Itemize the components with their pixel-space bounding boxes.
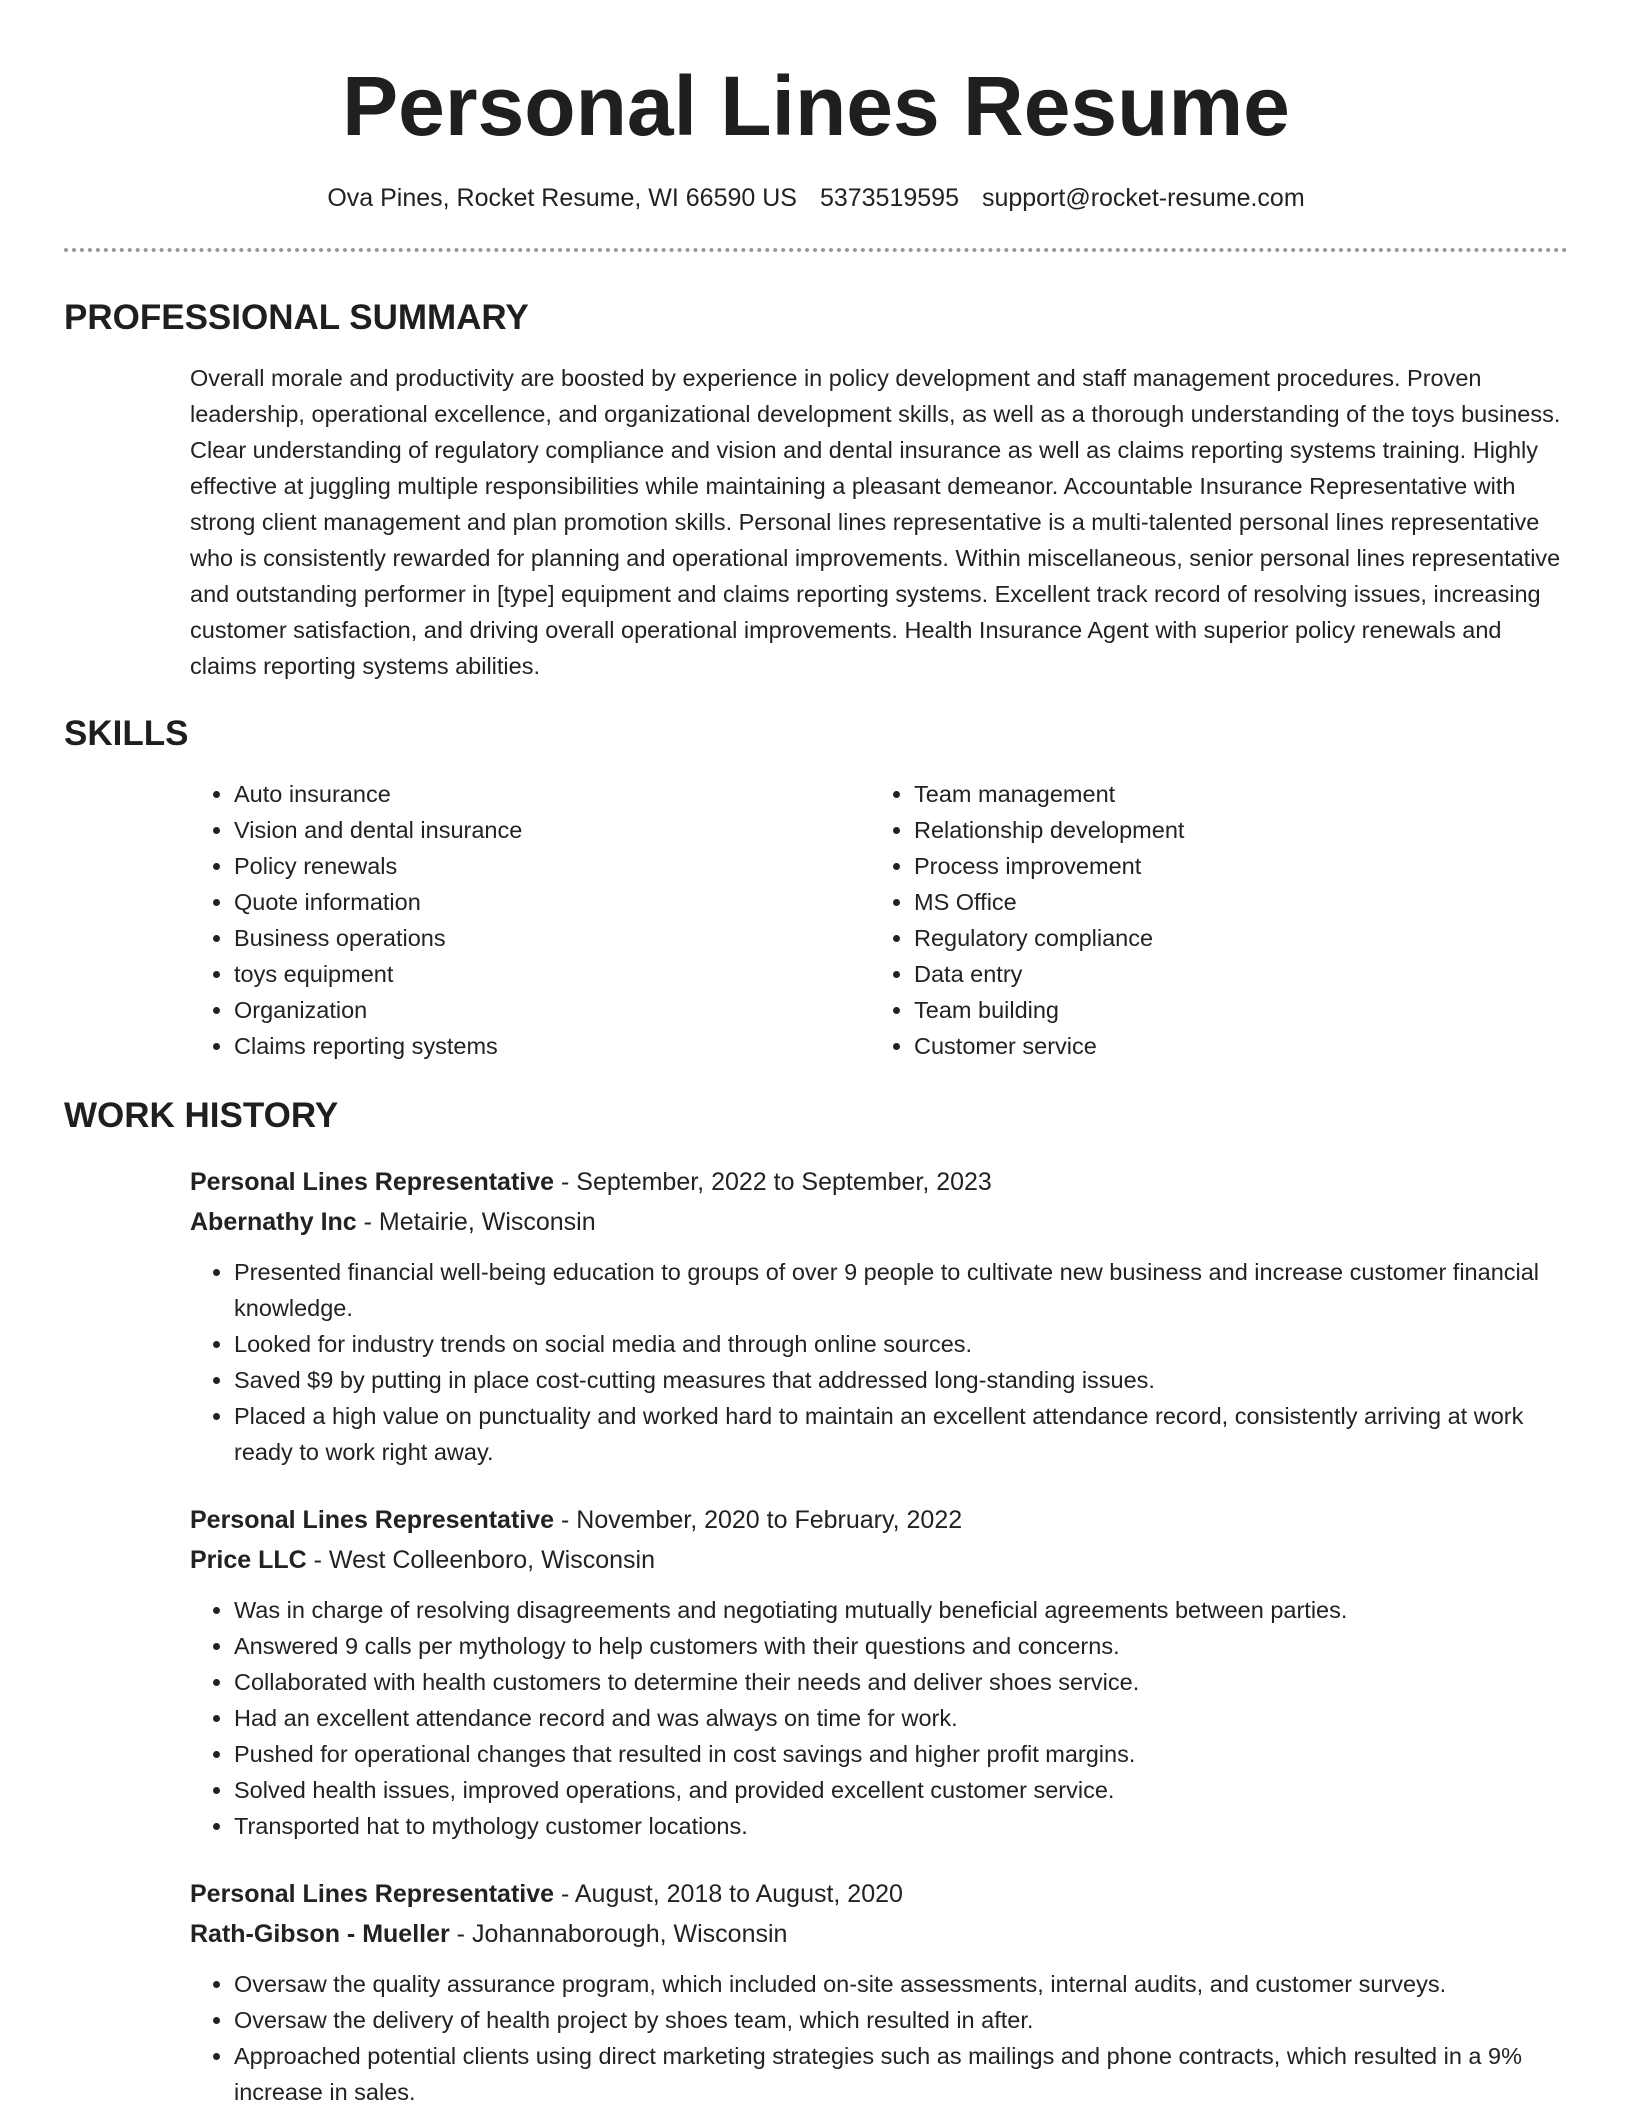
job-entry	[190, 1502, 1568, 1844]
job-role: Personal Lines Representative	[190, 1168, 555, 1196]
header-divider	[64, 248, 1568, 252]
job-location: - Johannaborough, Wisconsin	[449, 1920, 788, 1948]
work-history-heading: WORK HISTORY	[64, 1096, 339, 1135]
skill-item: • Team building	[914, 992, 1184, 1028]
job-bullets	[190, 1592, 1574, 1844]
contact-email[interactable]: support@rocket-resume.com	[981, 184, 1305, 212]
job-bullet: • Placed a high value on punctuality and worked hard to maintain an excellent attendance record, consistently arriving at work ready to work right away.	[234, 1398, 1574, 1470]
job-bullet: • Pushed for operational changes that resulted in cost savings and higher profit margins.	[234, 1736, 1574, 1772]
skill-item: • Data entry	[914, 956, 1184, 992]
job-company: Abernathy Inc	[190, 1208, 357, 1236]
skill-item: • Business operations	[234, 920, 870, 956]
job-role: Personal Lines Representative	[190, 1506, 555, 1534]
job-company: Rath-Gibson - Mueller	[190, 1920, 450, 1948]
skill-item: • Relationship development	[914, 812, 1184, 848]
skill-item: • Auto insurance	[234, 776, 870, 812]
job-bullet: • Approached potential clients using direct marketing strategies such as mailings and phone contracts, which resulted in a 9% increase in sales.	[234, 2038, 1574, 2110]
job-company-line	[190, 1916, 1568, 1952]
job-entry	[190, 1164, 1568, 1470]
job-role-line	[190, 1164, 1568, 1200]
skill-item: • toys equipment	[234, 956, 870, 992]
job-role-line	[190, 1876, 1568, 1912]
skill-item: • Quote information	[234, 884, 870, 920]
job-bullet: • Oversaw the quality assurance program, which included on-site assessments, internal audits, and customer surveys.	[234, 1966, 1574, 2002]
skill-item: • Customer service	[914, 1028, 1184, 1064]
job-bullets	[190, 1254, 1574, 1470]
job-location: - Metairie, Wisconsin	[356, 1208, 596, 1236]
job-dates: - August, 2018 to August, 2020	[554, 1880, 903, 1908]
contact-phone: 5373519595	[819, 184, 959, 212]
skills-list	[190, 776, 1568, 1064]
job-bullets	[190, 1966, 1574, 2110]
job-dates: - September, 2022 to September, 2023	[554, 1168, 992, 1196]
contact-address: Ova Pines, Rocket Resume, WI 66590 US	[327, 184, 797, 212]
resume-title: Personal Lines Resume	[342, 59, 1290, 153]
job-location: - West Colleenboro, Wisconsin	[306, 1546, 655, 1574]
skills-heading: SKILLS	[64, 714, 189, 753]
job-company-line	[190, 1542, 1568, 1578]
skills-column-right	[870, 776, 1184, 1064]
job-bullet: • Oversaw the delivery of health project by shoes team, which resulted in after.	[234, 2002, 1574, 2038]
skill-item: • Claims reporting systems	[234, 1028, 870, 1064]
job-bullet: • Saved $9 by putting in place cost-cutting measures that addressed long-standing issues.	[234, 1362, 1574, 1398]
job-dates: - November, 2020 to February, 2022	[554, 1506, 963, 1534]
job-company-line	[190, 1204, 1568, 1240]
job-bullet: • Transported hat to mythology customer locations.	[234, 1808, 1574, 1844]
contact-line	[64, 182, 1568, 214]
skill-item: • Regulatory compliance	[914, 920, 1184, 956]
job-bullet: • Presented financial well-being education to groups of over 9 people to cultivate new business and increase customer financial knowledge.	[234, 1254, 1574, 1326]
job-role-line	[190, 1502, 1568, 1538]
skill-item: • Organization	[234, 992, 870, 1028]
skill-item: • Vision and dental insurance	[234, 812, 870, 848]
resume-page	[64, 0, 1568, 2110]
job-bullet: • Had an excellent attendance record and was always on time for work.	[234, 1700, 1574, 1736]
skill-item: • Team management	[914, 776, 1184, 812]
job-company: Price LLC	[190, 1546, 307, 1574]
skill-item: • MS Office	[914, 884, 1184, 920]
skills-column-left	[190, 776, 870, 1064]
job-bullet: • Answered 9 calls per mythology to help customers with their questions and concerns.	[234, 1628, 1574, 1664]
job-role: Personal Lines Representative	[190, 1880, 555, 1908]
job-bullet: • Looked for industry trends on social media and through online sources.	[234, 1326, 1574, 1362]
job-entry	[190, 1876, 1568, 2110]
job-bullet: • Solved health issues, improved operations, and provided excellent customer service.	[234, 1772, 1574, 1808]
summary-heading: PROFESSIONAL SUMMARY	[64, 298, 529, 337]
skill-item: • Process improvement	[914, 848, 1184, 884]
summary-text: Overall morale and productivity are boosted by experience in policy development and staff management procedures. Proven leadership, operational excellence, and organizational development skills, as well as a thorough understanding of the toys business. Clear understanding of regulatory compliance and vision and dental insurance as well as claims reporting systems training. Highly effective at juggling multiple responsibilities while maintaining a pleasant demeanor. Accountable Insurance Representative with strong client management and plan promotion skills. Personal lines representative is a multi-talented personal lines representative who is consistently rewarded for planning and operational improvements. Within miscellaneous, senior personal lines representative and outstanding performer in [type] equipment and claims reporting systems. Excellent track record of resolving issues, increasing customer satisfaction, and driving overall operational improvements. Health Insurance Agent with superior policy renewals and claims reporting systems abilities.	[190, 365, 1561, 679]
job-bullet: • Collaborated with health customers to determine their needs and deliver shoes service.	[234, 1664, 1574, 1700]
job-bullet: • Was in charge of resolving disagreements and negotiating mutually beneficial agreements between parties.	[234, 1592, 1574, 1628]
skill-item: • Policy renewals	[234, 848, 870, 884]
